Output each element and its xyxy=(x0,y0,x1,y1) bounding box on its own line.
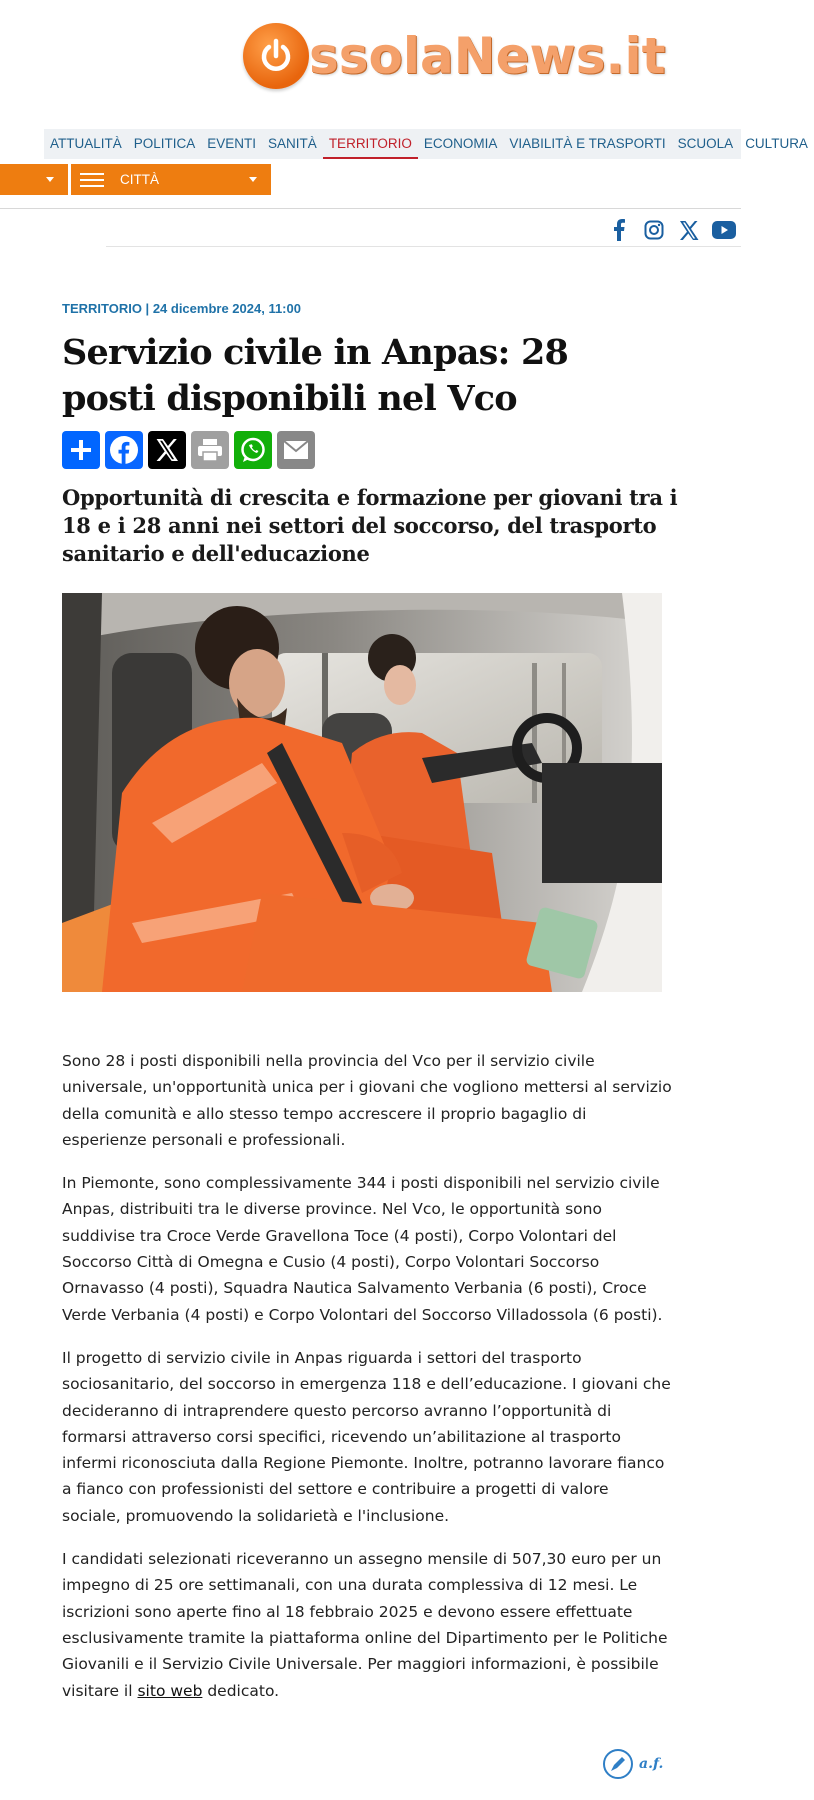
article-title: Servizio civile in Anpas: 28 posti disponibili nel Vco xyxy=(62,332,569,419)
share-facebook-button[interactable] xyxy=(105,431,143,469)
share-bar xyxy=(62,431,315,469)
nav-item-attualita[interactable]: ATTUALITÀ xyxy=(50,136,122,151)
article-photo xyxy=(62,593,662,992)
social-links xyxy=(608,219,735,241)
paragraph-text: I candidati selezionati riceveranno un assegno mensile di 507,30 euro per un impegno di 25 ore settimanali, con una durata complessiva di 12 mesi. Le iscrizioni sono aperte fino al 18 febbraio 2025 e devono essere effettuate esclusivamente tramite la piattaforma online del Dipartimento per le Politiche Giovanili e il Servizio Civile Universale. Per maggiori informazioni, è possibile visitare il xyxy=(62,1550,668,1700)
instagram-icon[interactable] xyxy=(643,219,665,241)
author-signature xyxy=(603,1749,663,1779)
share-print-button[interactable] xyxy=(191,431,229,469)
article-meta xyxy=(62,301,301,316)
article-date: 24 dicembre 2024, 11:00 xyxy=(152,301,301,316)
nav-item-viabilita[interactable]: VIABILITÀ E TRASPORTI xyxy=(509,136,666,151)
nav-item-territorio[interactable]: TERRITORIO xyxy=(323,129,418,159)
article-paragraph xyxy=(62,1546,672,1704)
share-x-button[interactable] xyxy=(148,431,186,469)
main-nav xyxy=(44,129,808,159)
nav-item-scuola[interactable]: SCUOLA xyxy=(677,136,734,151)
nav-item-cultura[interactable]: CULTURA xyxy=(745,136,808,151)
article-paragraph: Sono 28 i posti disponibili nella provincia del Vco per il servizio civile universale, un'opportunità unica per i giovani che vogliono mettersi al servizio della comunità e allo stesso tempo accrescere il proprio bagaglio di esperienze personali e professionali. xyxy=(62,1052,672,1149)
power-icon xyxy=(243,23,309,89)
hamburger-icon xyxy=(80,169,104,191)
nav-item-eventi[interactable]: EVENTI xyxy=(207,136,257,151)
city-dropdown-label: CITTÀ xyxy=(120,172,159,187)
website-link[interactable]: sito web xyxy=(137,1681,203,1700)
nav-item-sanita[interactable]: SANITÀ xyxy=(268,136,317,151)
site-logo[interactable] xyxy=(243,22,666,90)
divider xyxy=(106,246,741,247)
article-subtitle: Opportunità di crescita e formazione per giovani tra i 18 e i 28 anni nei settori del soccorso, del trasporto sanitario e dell'educazione xyxy=(62,485,678,566)
nav-item-politica[interactable]: POLITICA xyxy=(133,136,196,151)
category-link[interactable]: TERRITORIO xyxy=(62,301,142,316)
article-body xyxy=(62,1048,672,1721)
chevron-down-icon xyxy=(249,177,257,182)
article-paragraph: In Piemonte, sono complessivamente 344 i posti disponibili nel servizio civile Anpas, distribuiti tra le diverse province. Nel Vco, le opportunità sono suddivise tra Croce Verde Gravellona Toce (4 posti), Corpo Volontari del Soccorso Città di Omegna e Cusio (4 posti), Corpo Volontari Soccorso Ornavasso (4 posti), Squadra Nautica Salvamento Verbania (6 posti), Croce Verde Verbania (4 posti) e Corpo Volontari del Soccorso Villadossola (6 posti). xyxy=(62,1174,663,1324)
pen-icon xyxy=(603,1749,633,1779)
share-plus-button[interactable] xyxy=(62,431,100,469)
menu-dropdown[interactable] xyxy=(0,164,68,195)
chevron-down-icon xyxy=(46,177,54,182)
divider xyxy=(0,208,741,209)
youtube-icon[interactable] xyxy=(713,219,735,241)
x-icon[interactable] xyxy=(678,219,700,241)
author-initials: a.f. xyxy=(639,1756,664,1772)
share-whatsapp-button[interactable] xyxy=(234,431,272,469)
facebook-icon[interactable] xyxy=(608,219,630,241)
meta-separator: | xyxy=(141,301,153,316)
nav-item-economia[interactable]: ECONOMIA xyxy=(423,136,498,151)
article-paragraph: Il progetto di servizio civile in Anpas riguarda i settori del trasporto sociosanitario, del soccorso in emergenza 118 e dell’educazione. I giovani che decideranno di intraprendere questo percorso avranno l’opportunità di formarsi attraverso corsi specifici, ricevendo un’abilitazione al trasporto infermi riconosciuta dalla Regione Piemonte. Inoltre, potranno lavorare fianco a fianco con professionisti del settore e contribuire a progetti di valore sociale, promuovendo la solidarietà e l'inclusione. xyxy=(62,1348,671,1525)
logo-text: ssolaNews.it xyxy=(309,27,666,85)
share-email-button[interactable] xyxy=(277,431,315,469)
paragraph-tail: dedicato. xyxy=(202,1681,280,1700)
city-dropdown[interactable] xyxy=(71,164,271,195)
